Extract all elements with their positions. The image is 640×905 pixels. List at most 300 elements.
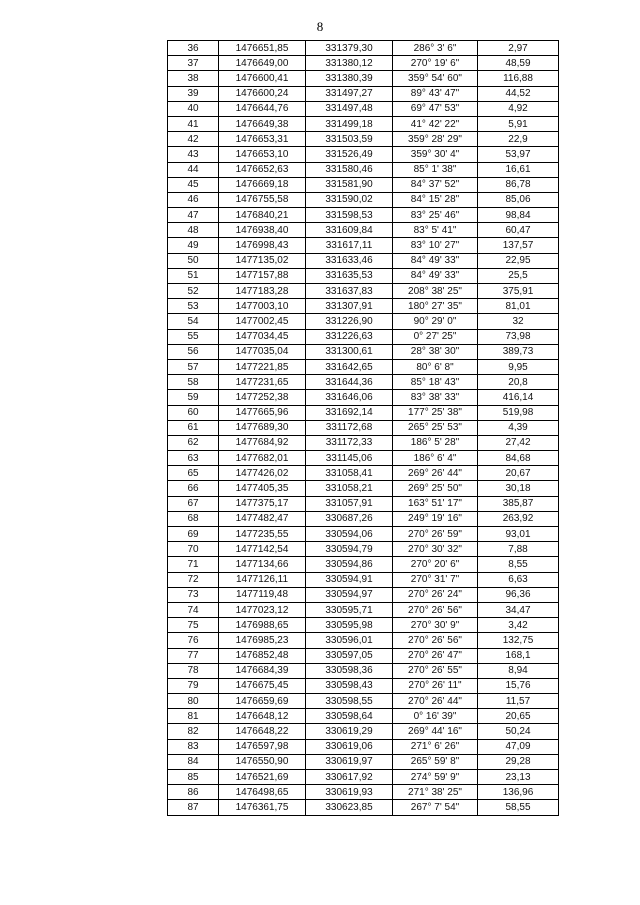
y-coordinate-cell: 330617,92 [306, 770, 393, 785]
bearing-cell: 359° 28' 29" [393, 132, 478, 147]
distance-cell: 85,06 [478, 192, 559, 207]
distance-cell: 8,94 [478, 663, 559, 678]
bearing-cell: 270° 26' 56" [393, 602, 478, 617]
point-number-cell: 68 [168, 511, 219, 526]
table-row [168, 223, 559, 238]
distance-cell: 416,14 [478, 390, 559, 405]
x-coordinate-cell: 1477035,04 [219, 344, 306, 359]
bearing-cell: 186° 6' 4" [393, 451, 478, 466]
point-number-cell: 59 [168, 390, 219, 405]
table-row [168, 41, 559, 56]
distance-cell: 44,52 [478, 86, 559, 101]
y-coordinate-cell: 330619,97 [306, 754, 393, 769]
distance-cell: 93,01 [478, 527, 559, 542]
bearing-cell: 265° 25' 53" [393, 420, 478, 435]
bearing-cell: 208° 38' 25" [393, 284, 478, 299]
x-coordinate-cell: 1477682,01 [219, 451, 306, 466]
distance-cell: 20,8 [478, 375, 559, 390]
distance-cell: 385,87 [478, 496, 559, 511]
distance-cell: 11,57 [478, 694, 559, 709]
point-number-cell: 81 [168, 709, 219, 724]
bearing-cell: 270° 26' 44" [393, 694, 478, 709]
x-coordinate-cell: 1476649,00 [219, 56, 306, 71]
distance-cell: 20,67 [478, 466, 559, 481]
table-row [168, 694, 559, 709]
table-row [168, 344, 559, 359]
distance-cell: 23,13 [478, 770, 559, 785]
table-row [168, 329, 559, 344]
point-number-cell: 79 [168, 678, 219, 693]
coordinates-table-body [168, 41, 559, 816]
table-row [168, 800, 559, 815]
x-coordinate-cell: 1477183,28 [219, 284, 306, 299]
bearing-cell: 83° 5' 41" [393, 223, 478, 238]
point-number-cell: 56 [168, 344, 219, 359]
y-coordinate-cell: 331380,39 [306, 71, 393, 86]
x-coordinate-cell: 1476675,45 [219, 678, 306, 693]
y-coordinate-cell: 331226,63 [306, 329, 393, 344]
point-number-cell: 69 [168, 527, 219, 542]
point-number-cell: 61 [168, 420, 219, 435]
y-coordinate-cell: 330619,29 [306, 724, 393, 739]
x-coordinate-cell: 1477126,11 [219, 572, 306, 587]
y-coordinate-cell: 331580,46 [306, 162, 393, 177]
table-row [168, 284, 559, 299]
x-coordinate-cell: 1476840,21 [219, 208, 306, 223]
bearing-cell: 80° 6' 8" [393, 359, 478, 374]
point-number-cell: 67 [168, 496, 219, 511]
bearing-cell: 84° 15' 28" [393, 192, 478, 207]
distance-cell: 73,98 [478, 329, 559, 344]
table-row [168, 359, 559, 374]
x-coordinate-cell: 1477134,66 [219, 557, 306, 572]
x-coordinate-cell: 1476852,48 [219, 648, 306, 663]
distance-cell: 20,65 [478, 709, 559, 724]
table-row [168, 709, 559, 724]
table-row [168, 314, 559, 329]
x-coordinate-cell: 1477157,88 [219, 268, 306, 283]
bearing-cell: 28° 38' 30" [393, 344, 478, 359]
bearing-cell: 270° 26' 11" [393, 678, 478, 693]
y-coordinate-cell: 331058,41 [306, 466, 393, 481]
x-coordinate-cell: 1476648,12 [219, 709, 306, 724]
table-row [168, 208, 559, 223]
y-coordinate-cell: 331609,84 [306, 223, 393, 238]
bearing-cell: 41° 42' 22" [393, 116, 478, 131]
point-number-cell: 41 [168, 116, 219, 131]
x-coordinate-cell: 1477482,47 [219, 511, 306, 526]
point-number-cell: 72 [168, 572, 219, 587]
point-number-cell: 70 [168, 542, 219, 557]
point-number-cell: 46 [168, 192, 219, 207]
bearing-cell: 84° 49' 33" [393, 268, 478, 283]
x-coordinate-cell: 1476361,75 [219, 800, 306, 815]
bearing-cell: 265° 59' 8" [393, 754, 478, 769]
distance-cell: 34,47 [478, 602, 559, 617]
table-row [168, 648, 559, 663]
distance-cell: 16,61 [478, 162, 559, 177]
distance-cell: 8,55 [478, 557, 559, 572]
page-number: 8 [316, 19, 324, 34]
bearing-cell: 270° 19' 6" [393, 56, 478, 71]
point-number-cell: 87 [168, 800, 219, 815]
point-number-cell: 55 [168, 329, 219, 344]
bearing-cell: 274° 59' 9" [393, 770, 478, 785]
point-number-cell: 80 [168, 694, 219, 709]
y-coordinate-cell: 331692,14 [306, 405, 393, 420]
distance-cell: 53,97 [478, 147, 559, 162]
table-row [168, 496, 559, 511]
point-number-cell: 58 [168, 375, 219, 390]
bearing-cell: 270° 26' 55" [393, 663, 478, 678]
table-row [168, 663, 559, 678]
table-row [168, 618, 559, 633]
x-coordinate-cell: 1477119,48 [219, 587, 306, 602]
x-coordinate-cell: 1477135,02 [219, 253, 306, 268]
point-number-cell: 51 [168, 268, 219, 283]
distance-cell: 15,76 [478, 678, 559, 693]
bearing-cell: 177° 25' 38" [393, 405, 478, 420]
point-number-cell: 74 [168, 602, 219, 617]
x-coordinate-cell: 1477426,02 [219, 466, 306, 481]
point-number-cell: 62 [168, 435, 219, 450]
table-row [168, 132, 559, 147]
table-row [168, 147, 559, 162]
y-coordinate-cell: 330598,64 [306, 709, 393, 724]
y-coordinate-cell: 330594,79 [306, 542, 393, 557]
x-coordinate-cell: 1476600,41 [219, 71, 306, 86]
y-coordinate-cell: 331497,27 [306, 86, 393, 101]
bearing-cell: 163° 51' 17" [393, 496, 478, 511]
y-coordinate-cell: 330687,26 [306, 511, 393, 526]
point-number-cell: 36 [168, 41, 219, 56]
distance-cell: 5,91 [478, 116, 559, 131]
point-number-cell: 39 [168, 86, 219, 101]
point-number-cell: 78 [168, 663, 219, 678]
x-coordinate-cell: 1476651,85 [219, 41, 306, 56]
bearing-cell: 85° 18' 43" [393, 375, 478, 390]
y-coordinate-cell: 331633,46 [306, 253, 393, 268]
y-coordinate-cell: 330594,97 [306, 587, 393, 602]
table-row [168, 101, 559, 116]
y-coordinate-cell: 331172,68 [306, 420, 393, 435]
y-coordinate-cell: 330594,91 [306, 572, 393, 587]
bearing-cell: 271° 6' 26" [393, 739, 478, 754]
table-row [168, 678, 559, 693]
point-number-cell: 73 [168, 587, 219, 602]
distance-cell: 60,47 [478, 223, 559, 238]
y-coordinate-cell: 331379,30 [306, 41, 393, 56]
table-row [168, 557, 559, 572]
point-number-cell: 82 [168, 724, 219, 739]
table-row [168, 390, 559, 405]
x-coordinate-cell: 1476988,65 [219, 618, 306, 633]
y-coordinate-cell: 330619,06 [306, 739, 393, 754]
bearing-cell: 269° 26' 44" [393, 466, 478, 481]
bearing-cell: 359° 30' 4" [393, 147, 478, 162]
table-row [168, 739, 559, 754]
distance-cell: 263,92 [478, 511, 559, 526]
x-coordinate-cell: 1477034,45 [219, 329, 306, 344]
x-coordinate-cell: 1477252,38 [219, 390, 306, 405]
point-number-cell: 85 [168, 770, 219, 785]
distance-cell: 9,95 [478, 359, 559, 374]
x-coordinate-cell: 1477684,92 [219, 435, 306, 450]
bearing-cell: 270° 30' 9" [393, 618, 478, 633]
distance-cell: 389,73 [478, 344, 559, 359]
y-coordinate-cell: 331617,11 [306, 238, 393, 253]
x-coordinate-cell: 1476648,22 [219, 724, 306, 739]
y-coordinate-cell: 330598,43 [306, 678, 393, 693]
x-coordinate-cell: 1476938,40 [219, 223, 306, 238]
x-coordinate-cell: 1476653,10 [219, 147, 306, 162]
table-row [168, 481, 559, 496]
bearing-cell: 186° 5' 28" [393, 435, 478, 450]
distance-cell: 81,01 [478, 299, 559, 314]
x-coordinate-cell: 1477023,12 [219, 602, 306, 617]
distance-cell: 25,5 [478, 268, 559, 283]
x-coordinate-cell: 1477405,35 [219, 481, 306, 496]
point-number-cell: 52 [168, 284, 219, 299]
table-row [168, 451, 559, 466]
distance-cell: 29,28 [478, 754, 559, 769]
distance-cell: 22,9 [478, 132, 559, 147]
table-row [168, 299, 559, 314]
distance-cell: 116,88 [478, 71, 559, 86]
y-coordinate-cell: 330595,98 [306, 618, 393, 633]
point-number-cell: 77 [168, 648, 219, 663]
point-number-cell: 50 [168, 253, 219, 268]
bearing-cell: 270° 26' 24" [393, 587, 478, 602]
bearing-cell: 269° 25' 50" [393, 481, 478, 496]
distance-cell: 22,95 [478, 253, 559, 268]
table-row [168, 466, 559, 481]
bearing-cell: 359° 54' 60" [393, 71, 478, 86]
y-coordinate-cell: 331581,90 [306, 177, 393, 192]
table-row [168, 724, 559, 739]
table-row [168, 420, 559, 435]
point-number-cell: 47 [168, 208, 219, 223]
coordinates-table [167, 40, 559, 816]
point-number-cell: 54 [168, 314, 219, 329]
table-row [168, 511, 559, 526]
x-coordinate-cell: 1477142,54 [219, 542, 306, 557]
x-coordinate-cell: 1476597,98 [219, 739, 306, 754]
bearing-cell: 83° 25' 46" [393, 208, 478, 223]
distance-cell: 4,39 [478, 420, 559, 435]
y-coordinate-cell: 330594,06 [306, 527, 393, 542]
distance-cell: 2,97 [478, 41, 559, 56]
table-row [168, 192, 559, 207]
bearing-cell: 180° 27' 35" [393, 299, 478, 314]
y-coordinate-cell: 330596,01 [306, 633, 393, 648]
x-coordinate-cell: 1477375,17 [219, 496, 306, 511]
bearing-cell: 270° 30' 32" [393, 542, 478, 557]
table-row [168, 527, 559, 542]
distance-cell: 30,18 [478, 481, 559, 496]
distance-cell: 137,57 [478, 238, 559, 253]
point-number-cell: 57 [168, 359, 219, 374]
y-coordinate-cell: 331598,53 [306, 208, 393, 223]
y-coordinate-cell: 331380,12 [306, 56, 393, 71]
distance-cell: 96,36 [478, 587, 559, 602]
point-number-cell: 83 [168, 739, 219, 754]
x-coordinate-cell: 1476521,69 [219, 770, 306, 785]
point-number-cell: 40 [168, 101, 219, 116]
x-coordinate-cell: 1476550,90 [219, 754, 306, 769]
distance-cell: 3,42 [478, 618, 559, 633]
bearing-cell: 286° 3' 6" [393, 41, 478, 56]
y-coordinate-cell: 330597,05 [306, 648, 393, 663]
x-coordinate-cell: 1477221,85 [219, 359, 306, 374]
x-coordinate-cell: 1477665,96 [219, 405, 306, 420]
table-row [168, 633, 559, 648]
point-number-cell: 84 [168, 754, 219, 769]
distance-cell: 50,24 [478, 724, 559, 739]
x-coordinate-cell: 1476649,38 [219, 116, 306, 131]
bearing-cell: 84° 37' 52" [393, 177, 478, 192]
y-coordinate-cell: 331646,06 [306, 390, 393, 405]
bearing-cell: 267° 7' 54" [393, 800, 478, 815]
distance-cell: 7,88 [478, 542, 559, 557]
bearing-cell: 83° 38' 33" [393, 390, 478, 405]
distance-cell: 86,78 [478, 177, 559, 192]
bearing-cell: 270° 26' 59" [393, 527, 478, 542]
point-number-cell: 71 [168, 557, 219, 572]
x-coordinate-cell: 1476644,76 [219, 101, 306, 116]
table-row [168, 177, 559, 192]
y-coordinate-cell: 331057,91 [306, 496, 393, 511]
table-row [168, 405, 559, 420]
table-row [168, 602, 559, 617]
table-row [168, 162, 559, 177]
y-coordinate-cell: 331172,33 [306, 435, 393, 450]
point-number-cell: 38 [168, 71, 219, 86]
bearing-cell: 89° 43' 47" [393, 86, 478, 101]
x-coordinate-cell: 1476985,23 [219, 633, 306, 648]
table-row [168, 587, 559, 602]
point-number-cell: 76 [168, 633, 219, 648]
y-coordinate-cell: 331226,90 [306, 314, 393, 329]
point-number-cell: 43 [168, 147, 219, 162]
point-number-cell: 44 [168, 162, 219, 177]
y-coordinate-cell: 330619,93 [306, 785, 393, 800]
table-row [168, 56, 559, 71]
table-row [168, 435, 559, 450]
point-number-cell: 63 [168, 451, 219, 466]
table-row [168, 375, 559, 390]
distance-cell: 4,92 [478, 101, 559, 116]
x-coordinate-cell: 1476669,18 [219, 177, 306, 192]
y-coordinate-cell: 331300,61 [306, 344, 393, 359]
point-number-cell: 86 [168, 785, 219, 800]
distance-cell: 519,98 [478, 405, 559, 420]
x-coordinate-cell: 1476600,24 [219, 86, 306, 101]
x-coordinate-cell: 1476998,43 [219, 238, 306, 253]
bearing-cell: 269° 44' 16" [393, 724, 478, 739]
distance-cell: 6,63 [478, 572, 559, 587]
table-row [168, 116, 559, 131]
point-number-cell: 42 [168, 132, 219, 147]
table-row [168, 770, 559, 785]
point-number-cell: 48 [168, 223, 219, 238]
table-row [168, 86, 559, 101]
bearing-cell: 83° 10' 27" [393, 238, 478, 253]
bearing-cell: 270° 26' 56" [393, 633, 478, 648]
point-number-cell: 53 [168, 299, 219, 314]
x-coordinate-cell: 1477689,30 [219, 420, 306, 435]
x-coordinate-cell: 1476498,65 [219, 785, 306, 800]
y-coordinate-cell: 331644,36 [306, 375, 393, 390]
y-coordinate-cell: 331307,91 [306, 299, 393, 314]
x-coordinate-cell: 1476755,58 [219, 192, 306, 207]
table-row [168, 238, 559, 253]
distance-cell: 168,1 [478, 648, 559, 663]
bearing-cell: 249° 19' 16" [393, 511, 478, 526]
distance-cell: 98,84 [478, 208, 559, 223]
bearing-cell: 84° 49' 33" [393, 253, 478, 268]
point-number-cell: 60 [168, 405, 219, 420]
distance-cell: 32 [478, 314, 559, 329]
y-coordinate-cell: 331497,48 [306, 101, 393, 116]
bearing-cell: 271° 38' 25" [393, 785, 478, 800]
y-coordinate-cell: 331590,02 [306, 192, 393, 207]
table-row [168, 754, 559, 769]
y-coordinate-cell: 331145,06 [306, 451, 393, 466]
y-coordinate-cell: 330598,36 [306, 663, 393, 678]
x-coordinate-cell: 1477231,65 [219, 375, 306, 390]
distance-cell: 136,96 [478, 785, 559, 800]
x-coordinate-cell: 1476652,63 [219, 162, 306, 177]
distance-cell: 48,59 [478, 56, 559, 71]
y-coordinate-cell: 331058,21 [306, 481, 393, 496]
point-number-cell: 66 [168, 481, 219, 496]
y-coordinate-cell: 331526,49 [306, 147, 393, 162]
distance-cell: 84,68 [478, 451, 559, 466]
y-coordinate-cell: 331635,53 [306, 268, 393, 283]
table-row [168, 268, 559, 283]
x-coordinate-cell: 1476653,31 [219, 132, 306, 147]
point-number-cell: 75 [168, 618, 219, 633]
y-coordinate-cell: 330623,85 [306, 800, 393, 815]
point-number-cell: 37 [168, 56, 219, 71]
table-row [168, 542, 559, 557]
table-row [168, 253, 559, 268]
distance-cell: 58,55 [478, 800, 559, 815]
distance-cell: 47,09 [478, 739, 559, 754]
x-coordinate-cell: 1476684,39 [219, 663, 306, 678]
bearing-cell: 69° 47' 53" [393, 101, 478, 116]
table-row [168, 71, 559, 86]
bearing-cell: 0° 16' 39" [393, 709, 478, 724]
y-coordinate-cell: 330595,71 [306, 602, 393, 617]
x-coordinate-cell: 1477003,10 [219, 299, 306, 314]
point-number-cell: 49 [168, 238, 219, 253]
y-coordinate-cell: 330598,55 [306, 694, 393, 709]
x-coordinate-cell: 1477002,45 [219, 314, 306, 329]
distance-cell: 375,91 [478, 284, 559, 299]
table-row [168, 785, 559, 800]
bearing-cell: 90° 29' 0" [393, 314, 478, 329]
point-number-cell: 45 [168, 177, 219, 192]
distance-cell: 132,75 [478, 633, 559, 648]
bearing-cell: 85° 1' 38" [393, 162, 478, 177]
x-coordinate-cell: 1477235,55 [219, 527, 306, 542]
y-coordinate-cell: 331499,18 [306, 116, 393, 131]
y-coordinate-cell: 331637,83 [306, 284, 393, 299]
y-coordinate-cell: 331642,65 [306, 359, 393, 374]
distance-cell: 27,42 [478, 435, 559, 450]
